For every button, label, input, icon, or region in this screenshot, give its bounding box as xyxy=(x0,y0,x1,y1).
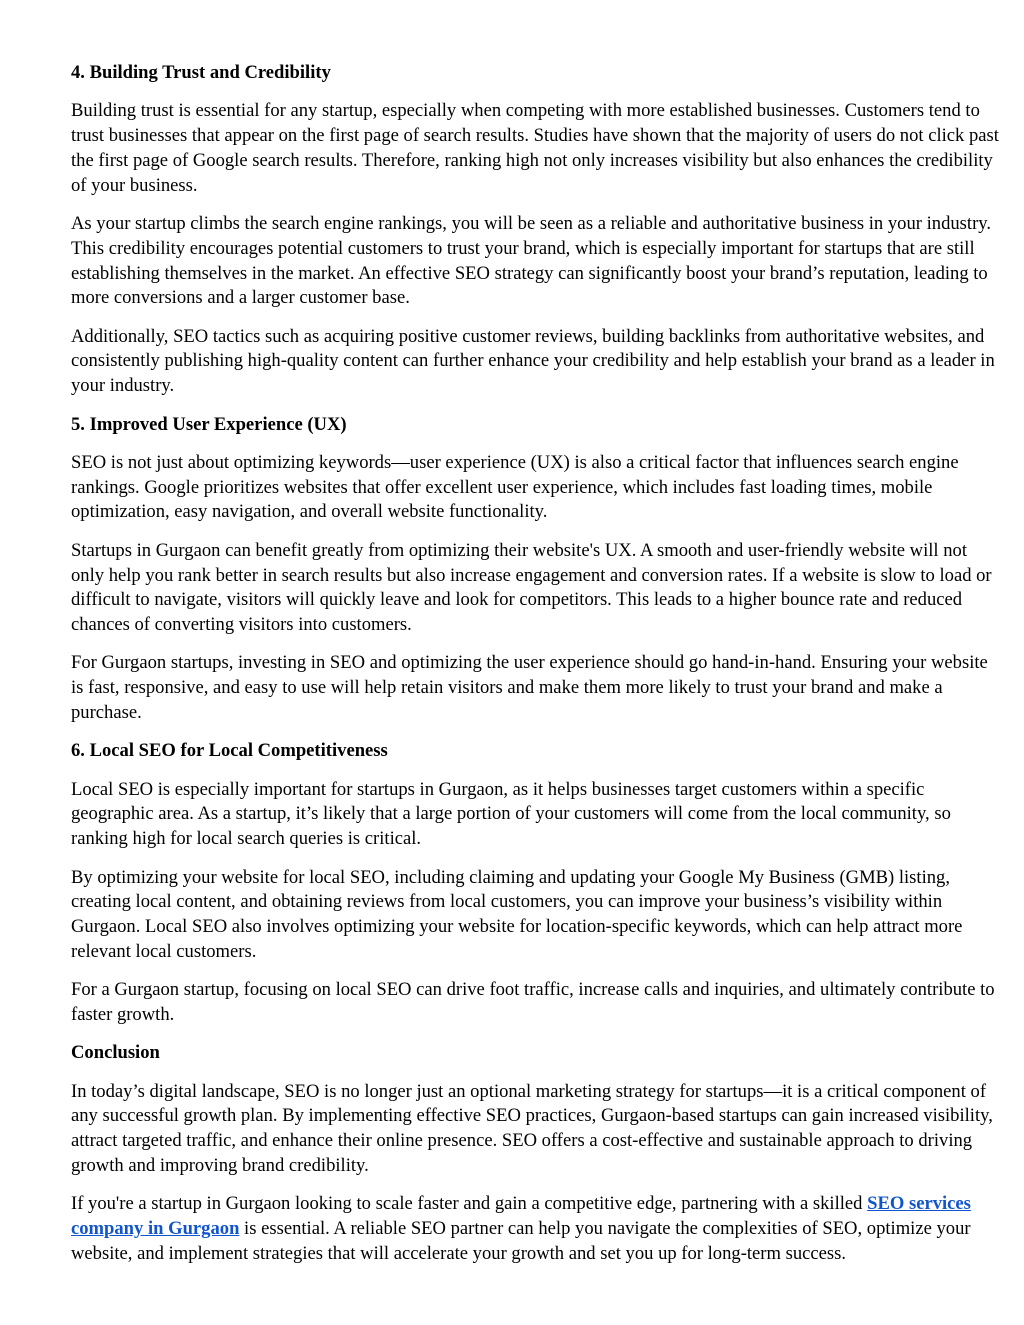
conclusion-text-after-link: is essential. A reliable SEO partner can help you navigate the complexities of SEO, optimize your website, and implement strategies that will accelerate your growth and set you up for long-term success. xyxy=(71,1218,971,1264)
heading-local-seo: 6. Local SEO for Local Competitiveness xyxy=(71,740,388,762)
heading-conclusion: Conclusion xyxy=(71,1042,160,1064)
paragraph-trust-1: Building trust is essential for any startup, especially when competing with more established businesses. Customers tend to trust businesses that appear on the first page of search results. Studies have shown that the majority of users do not click past the first page of Google search results. Therefore, ranking high not only increases visibility but also enhances the credibility of your business. xyxy=(71,100,999,196)
paragraph-trust-2: As your startup climbs the search engine rankings, you will be seen as a reliable and authoritative business in your industry. This credibility encourages potential customers to trust your brand, which is especially important for startups that are still establishing themselves in the market. An effective SEO strategy can significantly boost your brand’s reputation, leading to more conversions and a larger customer base. xyxy=(71,212,991,309)
seo-services-link[interactable]: SEO services company in Gurgaon xyxy=(71,1193,971,1240)
paragraph-local-1: Local SEO is especially important for startups in Gurgaon, as it helps businesses target customers within a specific geographic area. As a startup, it’s likely that a large portion of your customers will come from the local community, so ranking high for local search queries is critical. xyxy=(71,778,951,850)
heading-user-experience: 5. Improved User Experience (UX) xyxy=(71,413,347,435)
paragraph-local-3: For a Gurgaon startup, focusing on local SEO can drive foot traffic, increase calls and inquiries, and ultimately contribute to faster growth. xyxy=(71,979,995,1025)
paragraph-conclusion-2 xyxy=(71,1192,1001,1266)
paragraph-ux-3: For Gurgaon startups, investing in SEO and optimizing the user experience should go hand-in-hand. Ensuring your website is fast, responsive, and easy to use will help retain visitors and make them more likely to trust your brand and make a purchase. xyxy=(71,652,988,724)
paragraph-conclusion-1: In today’s digital landscape, SEO is no longer just an optional marketing strategy for startups—it is a critical component of any successful growth plan. By implementing effective SEO practices, Gurgaon-based startups can gain increased visibility, attract targeted traffic, and enhance their online presence. SEO offers a cost-effective and sustainable approach to driving growth and improving brand credibility. xyxy=(71,1080,993,1176)
heading-trust-credibility: 4. Building Trust and Credibility xyxy=(71,62,331,83)
conclusion-text-before-link: If you're a startup in Gurgaon looking to scale faster and gain a competitive edge, partnering with a skilled xyxy=(71,1193,868,1215)
paragraph-trust-3: Additionally, SEO tactics such as acquiring positive customer reviews, building backlinks from authoritative websites, and consistently publishing high-quality content can further enhance your credibility and help establish your brand as a leader in your industry. xyxy=(71,325,995,397)
document-page xyxy=(71,61,1001,1280)
paragraph-ux-2: Startups in Gurgaon can benefit greatly from optimizing their website's UX. A smooth and user-friendly website will not only help you rank better in search results but also increase engagement and conversion rates. If a website is slow to load or difficult to navigate, visitors will quickly leave and look for competitors. This leads to a higher bounce rate and reduced chances of converting visitors into customers. xyxy=(71,539,992,636)
paragraph-ux-1: SEO is not just about optimizing keywords—user experience (UX) is also a critical factor that influences search engine rankings. Google prioritizes websites that offer excellent user experience, which includes fast loading times, mobile optimization, easy navigation, and overall website functionality. xyxy=(71,451,959,523)
paragraph-local-2: By optimizing your website for local SEO, including claiming and updating your Google My Business (GMB) listing, creating local content, and obtaining reviews from local customers, you can improve your business’s visibility within Gurgaon. Local SEO also involves optimizing your website for location-specific keywords, which can help attract more relevant local customers. xyxy=(71,866,963,962)
